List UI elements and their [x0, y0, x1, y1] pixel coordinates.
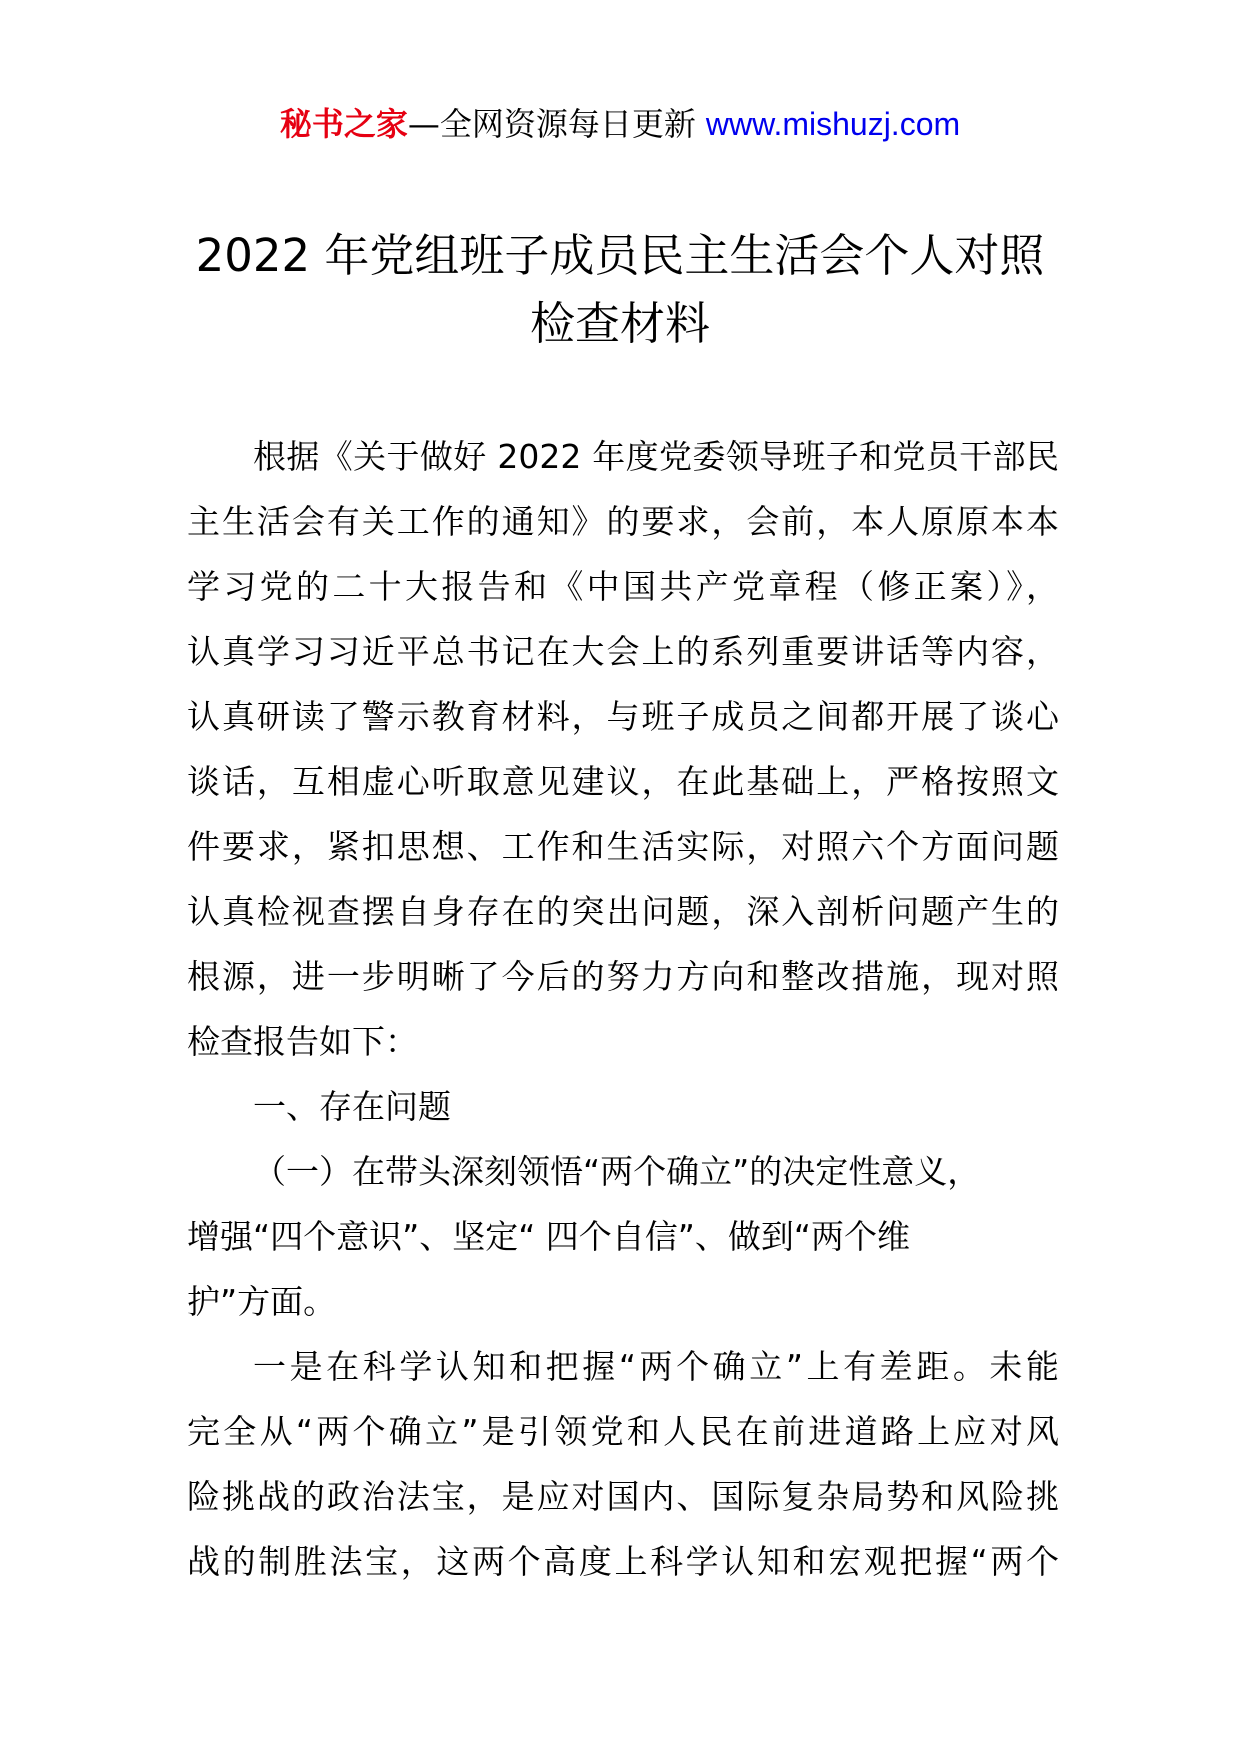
intro-paragraph	[187, 424, 1059, 1074]
text-line: 学习党的二十大报告和《中国共产党章程（修正案）》，	[187, 567, 1059, 606]
section-heading	[187, 1074, 1059, 1139]
heading-line: 一、存在问题	[253, 1087, 451, 1126]
site-url-link[interactable]: www.mishuzj.com	[705, 106, 961, 142]
text-line: （一）在带头深刻领悟“两个确立”的决定性意义，	[253, 1152, 981, 1191]
site-header	[0, 102, 1240, 146]
text-line: 检查报告如下：	[187, 1022, 418, 1061]
text-line: 主生活会有关工作的通知》的要求，会前，本人原原本本	[187, 502, 1059, 541]
text-line: 件要求，紧扣思想、工作和生活实际，对照六个方面问题	[187, 827, 1059, 866]
text-line: 认真检视查摆自身存在的突出问题，深入剖析问题产生的	[187, 892, 1059, 931]
document-body	[187, 424, 1059, 1594]
text-line: 护”方面。	[187, 1282, 337, 1321]
text-line: 认真学习习近平总书记在大会上的系列重要讲话等内容，	[187, 632, 1059, 671]
subsection-heading	[187, 1139, 1059, 1334]
title-line: 2022 年党组班子成员民主生活会个人对照	[195, 229, 1045, 282]
text-line: 战的制胜法宝，这两个高度上科学认知和宏观把握“两个	[187, 1542, 1059, 1581]
text-line: 根源，进一步明晰了今后的努力方向和整改措施，现对照	[187, 957, 1059, 996]
text-line: 完全从“两个确立”是引领党和人民在前进道路上应对风	[187, 1412, 1059, 1451]
point-paragraph	[187, 1334, 1059, 1594]
text-line: 一是在科学认知和把握“两个确立”上有差距。未能	[253, 1347, 1059, 1386]
header-tagline: —全网资源每日更新	[407, 105, 696, 143]
text-line: 险挑战的政治法宝，是应对国内、国际复杂局势和风险挑	[187, 1477, 1059, 1516]
text-line: 增强“四个意识”、坚定“ 四个自信”、做到“两个维	[187, 1217, 910, 1256]
text-line: 认真研读了警示教育材料，与班子成员之间都开展了谈心	[187, 697, 1059, 736]
document-title	[150, 222, 1090, 358]
text-line: 谈话，互相虚心听取意见建议，在此基础上，严格按照文	[187, 762, 1059, 801]
text-line: 根据《关于做好 2022 年度党委领导班子和党员干部民	[253, 437, 1059, 476]
brand-name: 秘书之家	[279, 105, 408, 143]
title-line: 检查材料	[529, 297, 710, 350]
